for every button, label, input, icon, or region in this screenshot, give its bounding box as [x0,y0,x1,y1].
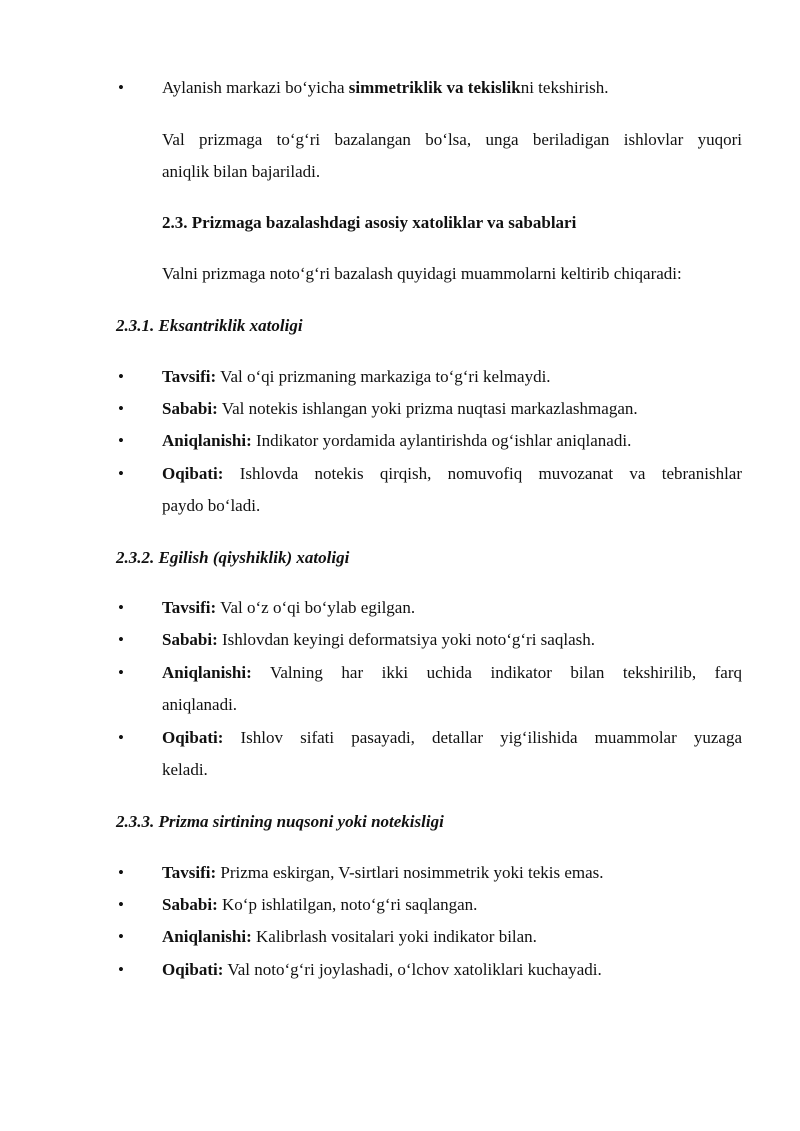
bullet-text: Val noto‘g‘ri joylashadi, o‘lchov xatoliklari kuchayadi. [223,960,602,979]
bullet-label: Aniqlanishi: [162,431,252,450]
bullet-text: paydo bo‘ladi. [162,496,261,515]
bullet-text: Ishlov sifati pasayadi, detallar yig‘ilishida muammolar yuzaga [223,728,742,747]
paragraph-line: Val prizmaga to‘g‘ri bazalangan bo‘lsa, unga beriladigan ishlovlar yuqori [162,130,742,149]
bullet-text: Val o‘qi prizmaning markaziga to‘g‘ri kelmaydi. [216,367,551,386]
bullet-dot: • [118,863,124,882]
bullet-label: Sababi: [162,399,218,418]
bullet-dot: • [118,927,124,946]
paragraph [162,124,742,188]
bullet-text: Valning har ikki uchida indikator bilan tekshirilib, farq [251,663,742,682]
bullet-label: Tavsifi: [162,863,217,882]
bullet-text: keladi. [162,760,208,779]
bullet-dot: • [118,663,124,682]
bullet-text [162,72,742,104]
bullet-dot: • [118,367,124,386]
bullet-dot: • [118,464,124,483]
bullet-dot: • [118,399,124,418]
bullet-text: Val o‘z o‘qi bo‘ylab egilgan. [216,598,416,617]
subsection-title: 2.3.2. Egilish (qiyshiklik) xatoligi [116,548,350,567]
bullet-text: Ko‘p ishlatilgan, noto‘g‘ri saqlangan. [217,895,478,914]
bullet-label: Oqibati: [162,728,224,747]
bullet-label: Tavsifi: [162,367,217,386]
bullet-label: Oqibati: [162,960,224,979]
bullet-dot: • [118,598,124,617]
bullet-dot: • [118,431,124,450]
subsection-title: 2.3.1. Eksantriklik xatoligi [116,316,303,335]
bullet-dot: • [118,728,124,747]
paragraph-line: aniqlik bilan bajariladi. [162,162,321,181]
bullet-dot: • [118,960,124,979]
bullet-text: aniqlanadi. [162,695,238,714]
bullet-label: Oqibati: [162,464,224,483]
bullet-text: Indikator yordamida aylantirishda og‘ishlar aniqlanadi. [251,431,632,450]
bullet-text: Val notekis ishlangan yoki prizma nuqtasi markazlashmagan. [217,399,638,418]
subsection-title: 2.3.3. Prizma sirtining nuqsoni yoki notekisligi [116,812,444,831]
bullet-text: Prizma eskirgan, V-sirtlari nosimmetrik yoki tekis emas. [216,863,604,882]
bullet-label: Aniqlanishi: [162,927,252,946]
bullet-text-plain: Aylanish markazi bo‘yicha [162,78,349,97]
bullet-text: Ishlovdan keyingi deformatsiya yoki noto‘g‘ri saqlash. [217,630,595,649]
bullet-text: Ishlovda notekis qirqish, nomuvofiq muvozanat va tebranishlar [223,464,742,483]
section-title: 2.3. Prizmaga bazalashdagi asosiy xatoliklar va sabablari [162,213,577,232]
bullet-text-bold: simmetriklik va tekislik [348,78,521,97]
paragraph: Valni prizmaga noto‘g‘ri bazalash quyidagi muammolarni keltirib chiqaradi: [162,264,682,283]
bullet-text-tail: ni tekshirish. [520,78,609,97]
bullet-dot: • [118,78,124,97]
bullet-dot: • [118,630,124,649]
bullet-label: Aniqlanishi: [162,663,252,682]
bullet-text: Kalibrlash vositalari yoki indikator bilan. [251,927,537,946]
bullet-label: Sababi: [162,895,218,914]
bullet-label: Sababi: [162,630,218,649]
bullet-label: Tavsifi: [162,598,217,617]
bullet-dot: • [118,895,124,914]
